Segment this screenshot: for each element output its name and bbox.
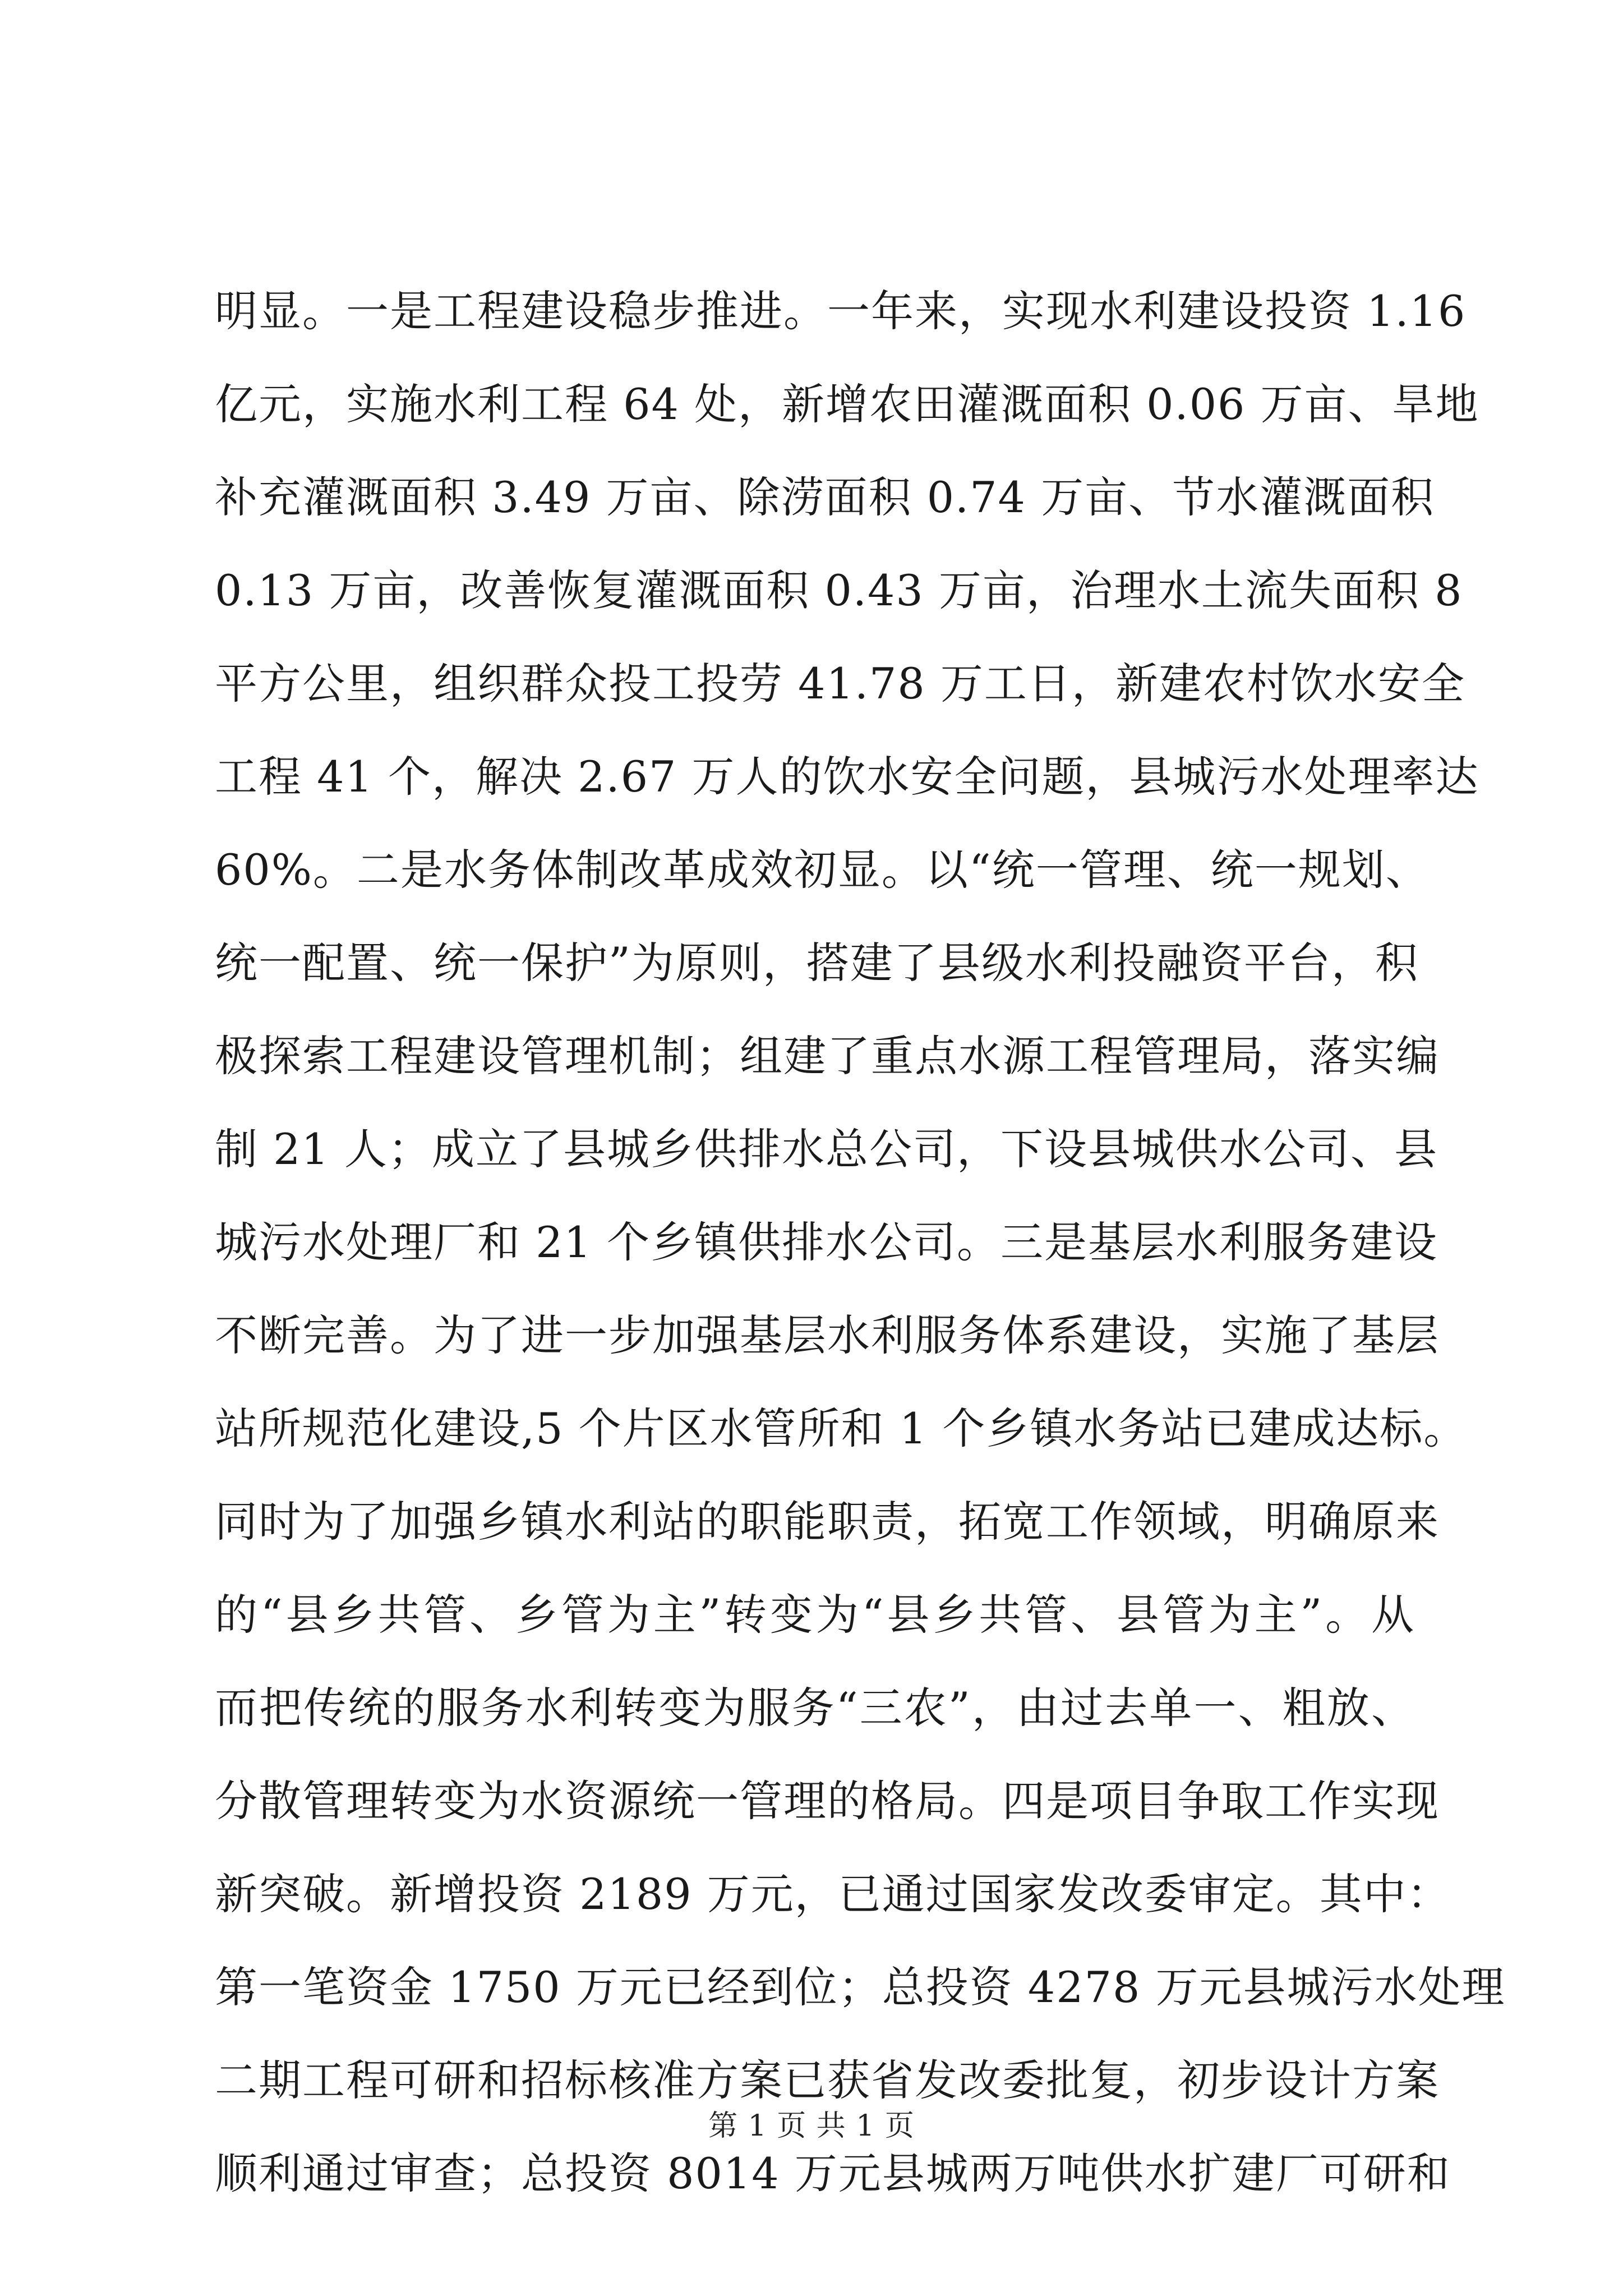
- body-paragraph: [215, 265, 1506, 2220]
- text-line: 60%。二是水务体制改革成效初显。以“统一管理、统一规划、: [215, 845, 1430, 895]
- text-line: 同时为了加强乡镇水利站的职能职责，拓宽工作领域，明确原来: [215, 1497, 1440, 1547]
- text-line: 明显。一是工程建设稳步推进。一年来，实现水利建设投资 1.16: [215, 286, 1467, 336]
- text-line: 新突破。新增投资 2189 万元，已通过国家发改委审定。其中：: [215, 1869, 1451, 1919]
- text-line: 不断完善。为了进一步加强基层水利服务体系建设，实施了基层: [215, 1310, 1440, 1360]
- text-line: 的“县乡共管、乡管为主”转变为“县乡共管、县管为主”。从: [215, 1590, 1415, 1640]
- text-line: 工程 41 个，解决 2.67 万人的饮水安全问题，县城污水处理率达: [215, 752, 1479, 802]
- text-line: 补充灌溉面积 3.49 万亩、除涝面积 0.74 万亩、节水灌溉面积: [215, 472, 1435, 522]
- text-line: 分散管理转变为水资源统一管理的格局。四是项目争取工作实现: [215, 1776, 1440, 1826]
- text-line: 第一笔资金 1750 万元已经到位；总投资 4278 万元县城污水处理: [215, 1962, 1506, 2012]
- text-line: 统一配置、统一保护”为原则，搭建了县级水利投融资平台，积: [215, 938, 1419, 988]
- text-line: 平方公里，组织群众投工投劳 41.78 万工日，新建农村饮水安全: [215, 659, 1465, 708]
- text-line: 亿元，实施水利工程 64 处，新增农田灌溉面积 0.06 万亩、旱地: [215, 379, 1479, 429]
- page-footer: [0, 2106, 1623, 2146]
- text-line: 顺利通过审查；总投资 8014 万元县城两万吨供水扩建厂可研和: [215, 2148, 1451, 2198]
- text-line: 站所规范化建设,5 个片区水管所和 1 个乡镇水务站已建成达标。: [215, 1404, 1468, 1453]
- text-line: 而把传统的服务水利转变为服务“三农”，由过去单一、粗放、: [215, 1683, 1415, 1733]
- text-line: 极探索工程建设管理机制；组建了重点水源工程管理局，落实编: [215, 1031, 1440, 1081]
- text-line: 制 21 人；成立了县城乡供排水总公司，下设县城供水公司、县: [215, 1124, 1438, 1174]
- text-line: 二期工程可研和招标核准方案已获省发改委批复，初步设计方案: [215, 2055, 1440, 2105]
- page-number-label: 第 1 页 共 1 页: [708, 2109, 915, 2143]
- text-line: 城污水处理厂和 21 个乡镇供排水公司。三是基层水利服务建设: [215, 1217, 1438, 1267]
- text-line: 0.13 万亩，改善恢复灌溉面积 0.43 万亩，治理水土流失面积 8: [215, 565, 1463, 615]
